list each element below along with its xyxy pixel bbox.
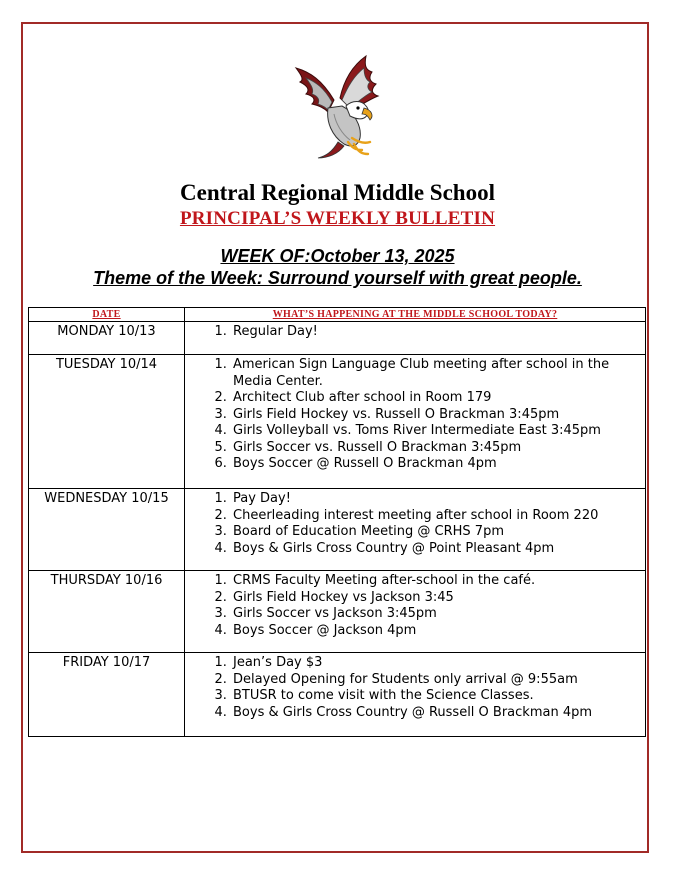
list-item: 1. American Sign Language Club meeting after school in the Media Center. bbox=[231, 357, 645, 390]
list-item: 4. Boys & Girls Cross Country @ Point Pleasant 4pm bbox=[231, 541, 645, 558]
list-item: 4. Boys Soccer @ Jackson 4pm bbox=[231, 623, 645, 640]
eagle-mascot-icon bbox=[282, 50, 392, 165]
list-item: 2. Delayed Opening for Students only arrival @ 9:55am bbox=[231, 672, 645, 689]
list-item: 4. Girls Volleyball vs. Toms River Intermediate East 3:45pm bbox=[231, 423, 645, 440]
event-list bbox=[185, 491, 645, 557]
event-list bbox=[185, 324, 645, 341]
list-item: 1. Regular Day! bbox=[231, 324, 645, 341]
theme-of-week: Theme of the Week: Surround yourself with great people. bbox=[93, 268, 582, 288]
events-column-header: WHAT’S HAPPENING AT THE MIDDLE SCHOOL TODAY? bbox=[185, 308, 646, 322]
school-name: Central Regional Middle School bbox=[180, 180, 495, 205]
events-cell bbox=[185, 653, 646, 737]
list-item: 1. Jean’s Day $3 bbox=[231, 655, 645, 672]
table-row bbox=[29, 355, 646, 489]
table-row bbox=[29, 322, 646, 355]
list-item: 3. Girls Soccer vs Jackson 3:45pm bbox=[231, 606, 645, 623]
day-label: WEDNESDAY 10/15 bbox=[29, 489, 185, 571]
day-label: TUESDAY 10/14 bbox=[29, 355, 185, 489]
event-list bbox=[185, 655, 645, 721]
list-item: 4. Boys & Girls Cross Country @ Russell O Brackman 4pm bbox=[231, 705, 645, 722]
day-label: THURSDAY 10/16 bbox=[29, 571, 185, 653]
list-item: 1. CRMS Faculty Meeting after-school in the café. bbox=[231, 573, 645, 590]
event-list bbox=[185, 357, 645, 473]
table-row bbox=[29, 653, 646, 737]
events-cell bbox=[185, 355, 646, 489]
list-item: 6. Boys Soccer @ Russell O Brackman 4pm bbox=[231, 456, 645, 473]
week-of: WEEK OF:October 13, 2025 bbox=[220, 246, 455, 266]
schedule-table bbox=[28, 307, 646, 737]
day-label: MONDAY 10/13 bbox=[29, 322, 185, 355]
event-list bbox=[185, 573, 645, 639]
table-row bbox=[29, 571, 646, 653]
list-item: 3. Girls Field Hockey vs. Russell O Brackman 3:45pm bbox=[231, 407, 645, 424]
day-label: FRIDAY 10/17 bbox=[29, 653, 185, 737]
list-item: 2. Cheerleading interest meeting after school in Room 220 bbox=[231, 508, 645, 525]
events-cell bbox=[185, 571, 646, 653]
date-column-header: DATE bbox=[29, 308, 185, 322]
events-cell bbox=[185, 322, 646, 355]
bulletin-title: PRINCIPAL’S WEEKLY BULLETIN bbox=[179, 208, 496, 229]
table-row bbox=[29, 489, 646, 571]
table-header-row bbox=[29, 308, 646, 322]
list-item: 3. BTUSR to come visit with the Science Classes. bbox=[231, 688, 645, 705]
list-item: 5. Girls Soccer vs. Russell O Brackman 3:45pm bbox=[231, 440, 645, 457]
list-item: 2. Girls Field Hockey vs Jackson 3:45 bbox=[231, 590, 645, 607]
list-item: 1. Pay Day! bbox=[231, 491, 645, 508]
list-item: 2. Architect Club after school in Room 179 bbox=[231, 390, 645, 407]
list-item: 3. Board of Education Meeting @ CRHS 7pm bbox=[231, 524, 645, 541]
events-cell bbox=[185, 489, 646, 571]
